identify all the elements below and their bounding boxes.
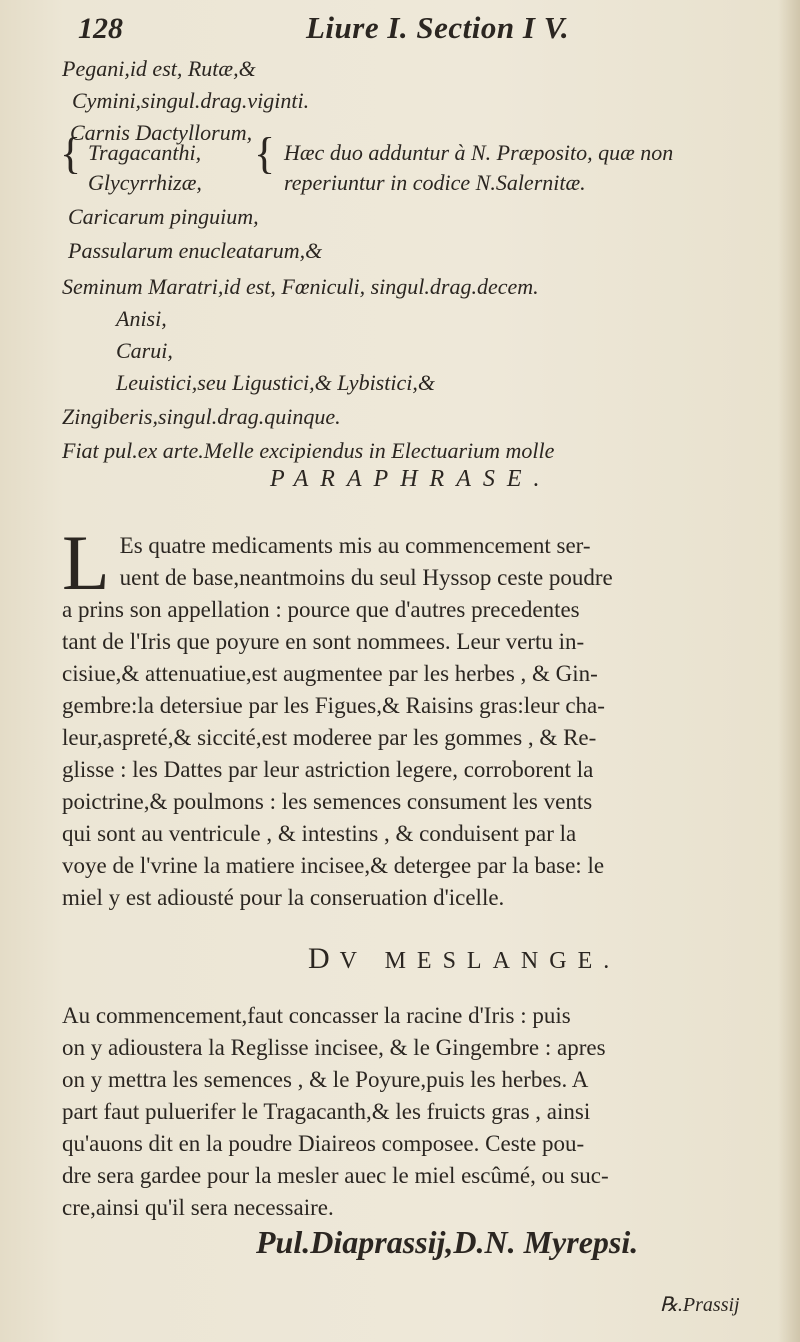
text-line: on y adioustera la Reglisse incisee, & le Gingembre : apres bbox=[62, 1035, 606, 1060]
text-line: leur,aspreté,& siccité,est moderee par les gommes , & Re- bbox=[62, 725, 597, 750]
page-edge bbox=[778, 0, 800, 1342]
text-line: uent de base,neantmoins du seul Hyssop ceste poudre bbox=[119, 565, 613, 590]
recipe-line: Anisi, bbox=[116, 306, 167, 331]
section-heading: PARAPHRASE. bbox=[270, 466, 552, 492]
text-line: voye de l'vrine la matiere incisee,& detergee par la base: le bbox=[62, 853, 605, 878]
subheading bbox=[308, 942, 620, 976]
recipe-line: Seminum Maratri,id est, Fœniculi, singul.drag.decem. bbox=[62, 274, 539, 299]
text-line: qu'auons dit en la poudre Diaireos composee. Ceste pou- bbox=[62, 1131, 585, 1156]
recipe-line: Cymini,singul.drag.viginti. bbox=[72, 88, 310, 113]
text-line: Au commencement,faut concasser la racine d'Iris : puis bbox=[62, 1003, 571, 1028]
text-line: gembre:la detersiue par les Figues,& Raisins gras:leur cha- bbox=[62, 693, 605, 718]
recipe-line: Carnis Dactyllorum, bbox=[70, 120, 253, 145]
running-title: Liure I. Section I V. bbox=[306, 10, 570, 45]
text-line: a prins son appellation : pource que d'autres precedentes bbox=[62, 597, 580, 622]
drop-cap: L bbox=[62, 519, 110, 606]
text-line: on y mettra les semences , & le Poyure,puis les herbes. A bbox=[62, 1067, 589, 1092]
recipe-note-line: reperiuntur in codice N.Salernitæ. bbox=[284, 170, 586, 195]
page-number: 128 bbox=[78, 12, 123, 45]
text-line: Es quatre medicaments mis au commencement ser- bbox=[119, 533, 591, 558]
recipe-line: Carui, bbox=[116, 338, 173, 363]
text-line: qui sont au ventricule , & intestins , & conduisent par la bbox=[62, 821, 577, 846]
catchword: ℞.Prassij bbox=[660, 1294, 740, 1316]
recipe-line: Pegani,id est, Rutæ,& bbox=[62, 56, 256, 81]
recipe-line: Tragacanthi, bbox=[88, 140, 202, 165]
text-line: part faut puluerifer le Tragacanth,& les fruicts gras , ainsi bbox=[62, 1099, 591, 1124]
recipe-line: Passularum enucleatarum,& bbox=[68, 238, 323, 263]
recipe-line: Glycyrrhizæ, bbox=[88, 170, 202, 195]
mixing-paragraph bbox=[62, 1000, 762, 1224]
text-line: cre,ainsi qu'il sera necessaire. bbox=[62, 1195, 334, 1220]
recipe-line: Fiat pul.ex arte.Melle excipiendus in Electuarium molle bbox=[62, 438, 555, 463]
text-line: poictrine,& poulmons : les semences consument les vents bbox=[62, 789, 593, 814]
text-line: tant de l'Iris que poyure en sont nommees. Leur vertu in- bbox=[62, 629, 585, 654]
recipe-line: Zingiberis,singul.drag.quinque. bbox=[62, 404, 341, 429]
next-recipe-title: Pul.Diaprassij,D.N. Myrepsi. bbox=[256, 1224, 639, 1260]
text-line: cisiue,& attenuatiue,est augmentee par les herbes , & Gin- bbox=[62, 661, 598, 686]
text-line: glisse : les Dattes par leur astriction legere, corroborent la bbox=[62, 757, 594, 782]
page-header bbox=[60, 8, 760, 54]
left-brace: { bbox=[60, 129, 82, 178]
text-line: dre sera gardee pour la mesler auec le miel escûmé, ou suc- bbox=[62, 1163, 609, 1188]
text-line: miel y est adiousté pour la conseruation d'icelle. bbox=[62, 885, 505, 910]
recipe-line: Caricarum pinguium, bbox=[68, 204, 259, 229]
paraphrase-paragraph bbox=[62, 519, 760, 914]
right-brace: { bbox=[254, 129, 276, 178]
recipe-note-line: Hæc duo adduntur à N. Præposito, quæ non bbox=[284, 140, 674, 165]
subheading-rest: V MESLANGE. bbox=[339, 948, 621, 974]
subheading-initial: D bbox=[308, 942, 340, 975]
recipe-line: Leuistici,seu Ligustici,& Lybistici,& bbox=[116, 370, 435, 395]
